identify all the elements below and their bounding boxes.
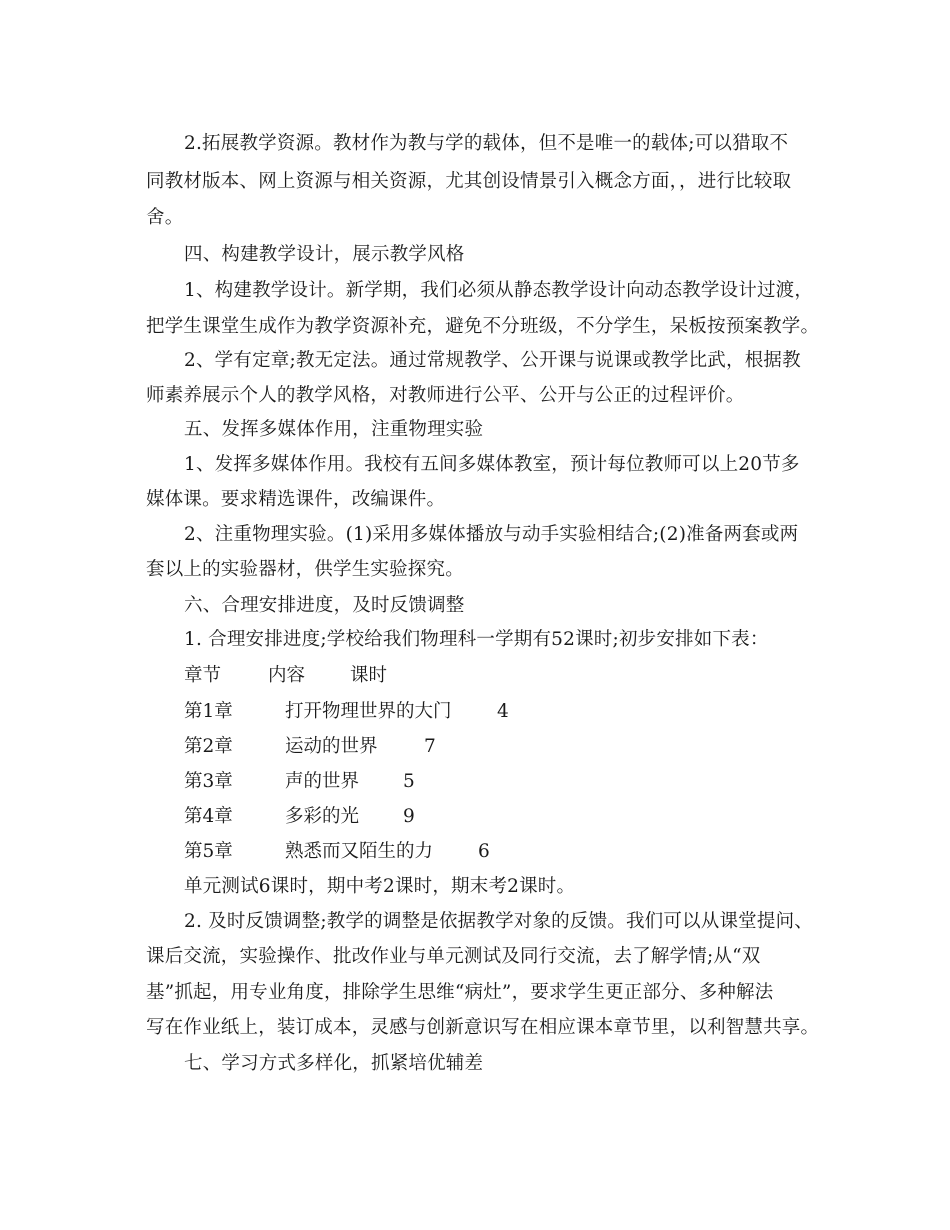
table-cell-chapter: 第4章: [184, 806, 233, 827]
paragraph-line: 1、构建教学设计。新学期，我们必须从静态教学设计向动态教学设计过渡，: [184, 280, 814, 301]
table-cell-content: 熟悉而又陌生的力: [285, 841, 434, 862]
paragraph-line: 同教材版本、网上资源与相关资源，尤其创设情景引入概念方面，，进行比较取: [146, 171, 792, 192]
table-cell-content: 打开物理世界的大门: [285, 701, 452, 722]
paragraph-line: 单元测试6课时，期中考2课时，期末考2课时。: [184, 876, 576, 897]
table-cell-hours: 6: [478, 841, 490, 862]
paragraph-line: 基”抓起，用专业角度，排除学生思维“病灶”，要求学生更正部分、多种解法: [146, 982, 774, 1003]
table-cell-chapter: 第1章: [184, 701, 233, 722]
paragraph-line: 写在作业纸上，装订成本，灵感与创新意识写在相应课本章节里，以利智慧共享。: [146, 1017, 820, 1038]
table-header-content: 内容: [268, 665, 306, 686]
section-heading-5: 五、发挥多媒体作用，注重物理实验: [184, 419, 484, 440]
table-cell-hours: 5: [403, 771, 415, 792]
paragraph-line: 课后交流，实验操作、批改作业与单元测试及同行交流，去了解学情;从“双: [146, 946, 761, 967]
table-cell-content: 声的世界: [285, 771, 360, 792]
paragraph-line: 师素养展示个人的教学风格，对教师进行公平、公开与公正的过程评价。: [146, 385, 745, 406]
table-cell-hours: 4: [497, 701, 509, 722]
table-cell-content: 运动的世界: [285, 736, 378, 757]
table-cell-chapter: 第2章: [184, 736, 233, 757]
section-heading-4: 四、构建教学设计，展示教学风格: [184, 244, 465, 265]
table-cell-hours: 9: [403, 806, 415, 827]
paragraph-line: 2. 及时反馈调整;教学的调整是依据教学对象的反馈。我们可以从课堂提问、: [184, 911, 813, 932]
section-heading-6: 六、合理安排进度，及时反馈调整: [184, 595, 465, 616]
table-cell-content: 多彩的光: [285, 806, 360, 827]
paragraph-line: 把学生课堂生成作为教学资源补充，避免不分班级，不分学生，呆板按预案教学。: [146, 316, 820, 337]
table-header-chapter: 章节: [184, 665, 222, 686]
table-cell-chapter: 第5章: [184, 841, 233, 862]
paragraph-line: 套以上的实验器材，供学生实验探究。: [146, 559, 464, 580]
paragraph-line: 2、学有定章;教无定法。通过常规教学、公开课与说课或教学比武，根据教: [184, 350, 801, 371]
paragraph-line: 1、发挥多媒体作用。我校有五间多媒体教室，预计每位教师可以上20节多: [184, 454, 800, 475]
table-cell-chapter: 第3章: [184, 771, 233, 792]
paragraph-line: 媒体课。要求精选课件，改编课件。: [146, 489, 446, 510]
table-header-hours: 课时: [350, 665, 388, 686]
paragraph-line: 2.拓展教学资源。教材作为教与学的载体，但不是唯一的载体;可以猎取不: [184, 133, 789, 154]
paragraph-line: 2、注重物理实验。(1)采用多媒体播放与动手实验相结合;(2)准备两套或两: [184, 524, 799, 545]
paragraph-line: 1. 合理安排进度;学校给我们物理科一学期有52课时;初步安排如下表：: [184, 629, 769, 650]
paragraph-line: 舍。: [146, 207, 184, 228]
table-cell-hours: 7: [424, 736, 436, 757]
section-heading-7: 七、学习方式多样化，抓紧培优辅差: [184, 1053, 484, 1074]
